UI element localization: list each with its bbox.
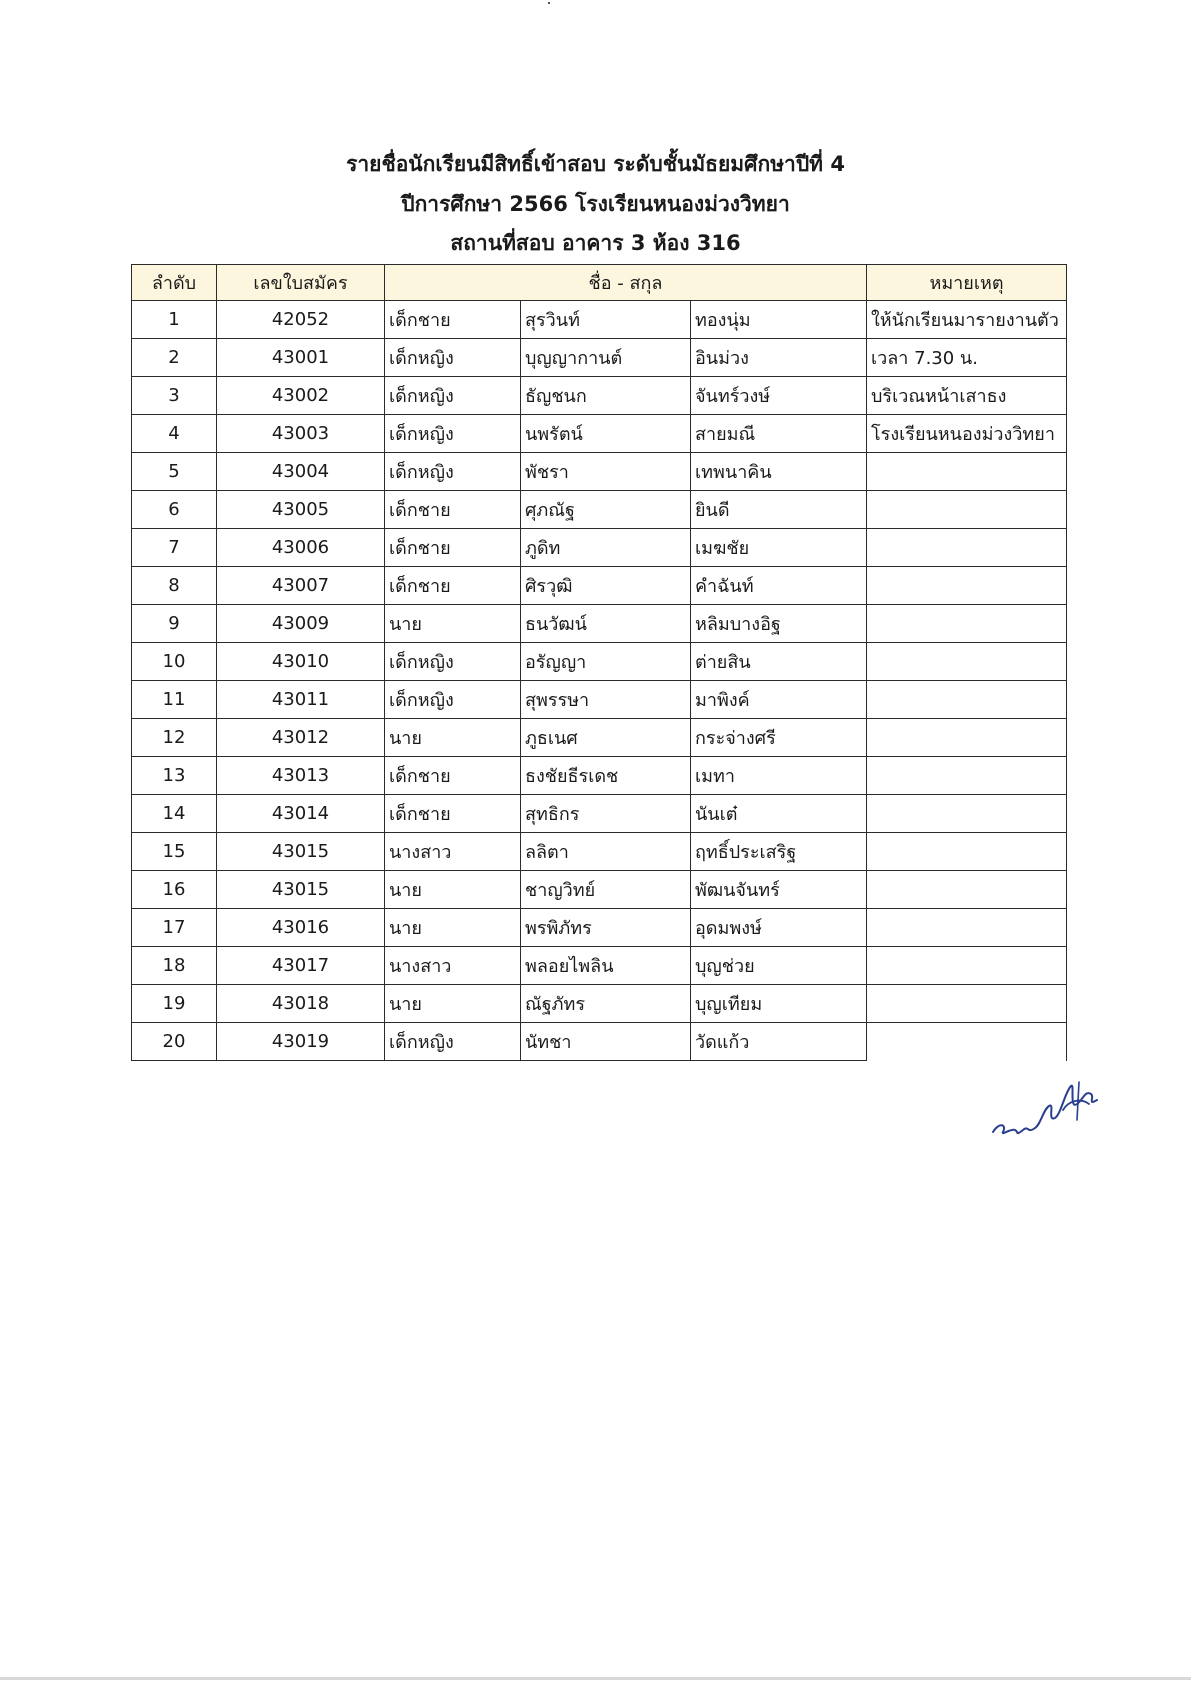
table-header-row <box>132 265 1067 301</box>
table-row <box>132 909 1067 947</box>
cell-last-name: เมฆชัย <box>691 529 867 567</box>
cell-remark: เวลา 7.30 น. <box>867 339 1067 377</box>
cell-remark: บริเวณหน้าเสาธง <box>867 377 1067 415</box>
cell-application-no: 43010 <box>217 643 385 681</box>
cell-prefix: เด็กหญิง <box>385 681 521 719</box>
cell-first-name: พลอยไพลิน <box>521 947 691 985</box>
cell-prefix: เด็กชาย <box>385 567 521 605</box>
cell-no: 9 <box>132 605 217 643</box>
header-application-no: เลขใบสมัคร <box>217 265 385 301</box>
cell-remark <box>867 681 1067 719</box>
header-name: ชื่อ - สกุล <box>385 265 867 301</box>
cell-remark <box>867 529 1067 567</box>
title-line-3: สถานที่สอบ อาคาร 3 ห้อง 316 <box>450 231 741 255</box>
cell-application-no: 43015 <box>217 833 385 871</box>
table-row <box>132 757 1067 795</box>
cell-first-name: ธนวัฒน์ <box>521 605 691 643</box>
cell-remark <box>867 871 1067 909</box>
cell-prefix: เด็กชาย <box>385 795 521 833</box>
cell-application-no: 43002 <box>217 377 385 415</box>
cell-application-no: 43018 <box>217 985 385 1023</box>
cell-first-name: ลลิตา <box>521 833 691 871</box>
cell-no: 2 <box>132 339 217 377</box>
cell-no: 13 <box>132 757 217 795</box>
scan-bottom-edge <box>0 1677 1191 1680</box>
cell-last-name: อุดมพงษ์ <box>691 909 867 947</box>
cell-remark <box>867 643 1067 681</box>
cell-no: 19 <box>132 985 217 1023</box>
cell-last-name: อินม่วง <box>691 339 867 377</box>
table-row <box>132 1023 1067 1061</box>
cell-prefix: นาย <box>385 909 521 947</box>
cell-prefix: นาย <box>385 985 521 1023</box>
table-row <box>132 605 1067 643</box>
cell-last-name: นันเต๋ <box>691 795 867 833</box>
cell-first-name: ชาญวิทย์ <box>521 871 691 909</box>
cell-remark <box>867 1023 1067 1061</box>
cell-prefix: เด็กหญิง <box>385 339 521 377</box>
cell-prefix: นางสาว <box>385 947 521 985</box>
cell-first-name: อรัญญา <box>521 643 691 681</box>
cell-no: 18 <box>132 947 217 985</box>
title-line-2: ปีการศึกษา 2566 โรงเรียนหนองม่วงวิทยา <box>401 192 790 216</box>
table-row <box>132 871 1067 909</box>
scan-mark <box>548 2 550 4</box>
cell-first-name: ศุภณัฐ <box>521 491 691 529</box>
title-line-1: รายชื่อนักเรียนมีสิทธิ์เข้าสอบ ระดับชั้นมัธยมศึกษาปีที่ 4 <box>346 152 845 176</box>
cell-last-name: ทองนุ่ม <box>691 301 867 339</box>
table-row <box>132 301 1067 339</box>
cell-remark <box>867 567 1067 605</box>
cell-last-name: บุญช่วย <box>691 947 867 985</box>
table-row <box>132 567 1067 605</box>
cell-last-name: หลิมบางอิฐ <box>691 605 867 643</box>
cell-prefix: เด็กหญิง <box>385 453 521 491</box>
cell-application-no: 43011 <box>217 681 385 719</box>
cell-remark <box>867 985 1067 1023</box>
cell-prefix: นาย <box>385 871 521 909</box>
cell-remark <box>867 833 1067 871</box>
table-row <box>132 415 1067 453</box>
cell-application-no: 43015 <box>217 871 385 909</box>
cell-remark <box>867 491 1067 529</box>
cell-no: 8 <box>132 567 217 605</box>
cell-remark <box>867 453 1067 491</box>
table-row <box>132 719 1067 757</box>
cell-prefix: นาย <box>385 719 521 757</box>
cell-application-no: 43012 <box>217 719 385 757</box>
cell-last-name: สายมณี <box>691 415 867 453</box>
cell-last-name: คำฉันท์ <box>691 567 867 605</box>
cell-last-name: กระจ่างศรี <box>691 719 867 757</box>
signature-image <box>985 1070 1105 1150</box>
cell-application-no: 43003 <box>217 415 385 453</box>
student-roster-table <box>131 264 1067 1061</box>
cell-remark: โรงเรียนหนองม่วงวิทยา <box>867 415 1067 453</box>
cell-first-name: ภูดิท <box>521 529 691 567</box>
table-body <box>132 301 1067 1061</box>
cell-application-no: 43001 <box>217 339 385 377</box>
cell-no: 20 <box>132 1023 217 1061</box>
cell-first-name: สุรวินท์ <box>521 301 691 339</box>
cell-no: 1 <box>132 301 217 339</box>
table-row <box>132 377 1067 415</box>
cell-application-no: 43006 <box>217 529 385 567</box>
cell-application-no: 43007 <box>217 567 385 605</box>
cell-application-no: 43004 <box>217 453 385 491</box>
cell-application-no: 43017 <box>217 947 385 985</box>
cell-remark <box>867 719 1067 757</box>
table-row <box>132 453 1067 491</box>
cell-last-name: ฤทธิ์ประเสริฐ <box>691 833 867 871</box>
cell-no: 7 <box>132 529 217 567</box>
cell-first-name: สุพรรษา <box>521 681 691 719</box>
cell-prefix: เด็กหญิง <box>385 1023 521 1061</box>
cell-remark <box>867 795 1067 833</box>
cell-remark <box>867 909 1067 947</box>
cell-prefix: เด็กหญิง <box>385 377 521 415</box>
cell-last-name: วัดแก้ว <box>691 1023 867 1061</box>
cell-prefix: เด็กหญิง <box>385 415 521 453</box>
cell-application-no: 43014 <box>217 795 385 833</box>
cell-first-name: ศิรวุฒิ <box>521 567 691 605</box>
cell-no: 11 <box>132 681 217 719</box>
table-row <box>132 985 1067 1023</box>
cell-no: 5 <box>132 453 217 491</box>
cell-application-no: 43019 <box>217 1023 385 1061</box>
cell-remark <box>867 757 1067 795</box>
cell-first-name: พรพิภัทร <box>521 909 691 947</box>
cell-application-no: 43005 <box>217 491 385 529</box>
cell-application-no: 43013 <box>217 757 385 795</box>
cell-no: 17 <box>132 909 217 947</box>
cell-prefix: เด็กชาย <box>385 529 521 567</box>
table-row <box>132 947 1067 985</box>
cell-first-name: ณัฐภัทร <box>521 985 691 1023</box>
cell-application-no: 42052 <box>217 301 385 339</box>
cell-last-name: ต่ายสิน <box>691 643 867 681</box>
cell-no: 14 <box>132 795 217 833</box>
table-row <box>132 529 1067 567</box>
cell-no: 15 <box>132 833 217 871</box>
cell-remark <box>867 605 1067 643</box>
cell-application-no: 43009 <box>217 605 385 643</box>
cell-first-name: ธัญชนก <box>521 377 691 415</box>
cell-first-name: ภูธเนศ <box>521 719 691 757</box>
cell-last-name: มาพิงค์ <box>691 681 867 719</box>
table-row <box>132 643 1067 681</box>
cell-first-name: ธงชัยธีรเดช <box>521 757 691 795</box>
cell-no: 12 <box>132 719 217 757</box>
cell-last-name: จันทร์วงษ์ <box>691 377 867 415</box>
cell-first-name: สุทธิกร <box>521 795 691 833</box>
cell-last-name: พัฒนจันทร์ <box>691 871 867 909</box>
cell-application-no: 43016 <box>217 909 385 947</box>
cell-first-name: นพรัตน์ <box>521 415 691 453</box>
table-row <box>132 681 1067 719</box>
cell-no: 16 <box>132 871 217 909</box>
header-no: ลำดับ <box>132 265 217 301</box>
cell-last-name: บุญเทียม <box>691 985 867 1023</box>
cell-last-name: เทพนาคิน <box>691 453 867 491</box>
cell-no: 10 <box>132 643 217 681</box>
cell-remark: ให้นักเรียนมารายงานตัว <box>867 301 1067 339</box>
cell-prefix: เด็กชาย <box>385 491 521 529</box>
cell-first-name: นัทชา <box>521 1023 691 1061</box>
cell-first-name: พัชรา <box>521 453 691 491</box>
table-row <box>132 795 1067 833</box>
cell-no: 4 <box>132 415 217 453</box>
cell-prefix: เด็กชาย <box>385 301 521 339</box>
cell-no: 3 <box>132 377 217 415</box>
cell-last-name: เมทา <box>691 757 867 795</box>
table-row <box>132 833 1067 871</box>
cell-remark <box>867 947 1067 985</box>
cell-prefix: นางสาว <box>385 833 521 871</box>
cell-no: 6 <box>132 491 217 529</box>
cell-last-name: ยินดี <box>691 491 867 529</box>
cell-first-name: บุญญากานต์ <box>521 339 691 377</box>
cell-prefix: นาย <box>385 605 521 643</box>
cell-prefix: เด็กหญิง <box>385 643 521 681</box>
table-row <box>132 339 1067 377</box>
table-row <box>132 491 1067 529</box>
header-remark: หมายเหตุ <box>867 265 1067 301</box>
cell-prefix: เด็กชาย <box>385 757 521 795</box>
